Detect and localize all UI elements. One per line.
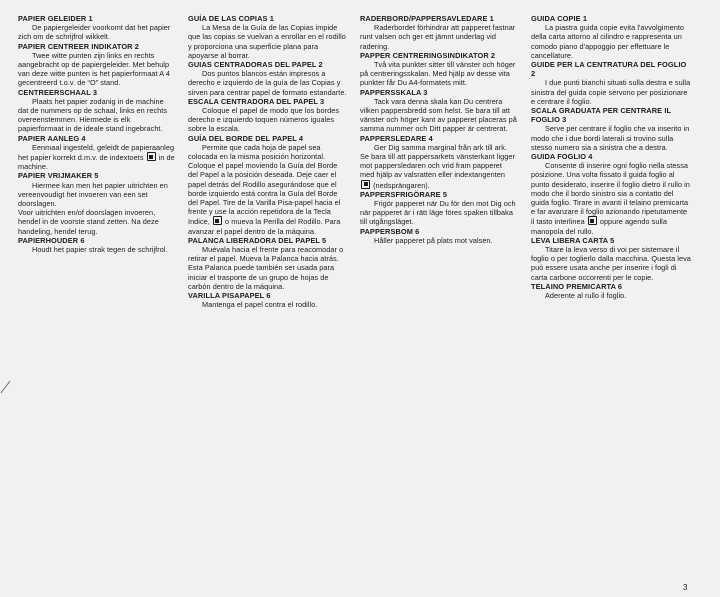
section-body: Titare la leva verso di voi per sistemare il foglio o per toglierlo dalla macchina. Questa leva può essere usata anche per inserire i fogli di carta carbone occorrenti per le copie. xyxy=(531,245,691,282)
section-body: Twee witte punten zijn links en rechts aangebracht op de papiergeleider. Met behulp van deze witte punten is het papierformaat A 4 gecentreerd t.o.v. de “O” stand. xyxy=(18,50,170,88)
margin-mark xyxy=(0,380,12,394)
section-body: La Mesa de la Guía de las Copias impide que las copias se vuelvan a enrollar en el rodillo y proporciona una superficie plana para apoyarse al borrar. xyxy=(188,23,346,60)
section-body: I due punti bianchi situati sulla destra e sulla sinistra del guida copie servono per posizionare e centrare il foglio. xyxy=(531,78,691,106)
section xyxy=(188,60,348,97)
section-heading: PAPIERHOUDER 6 xyxy=(18,235,85,245)
page-number: 3 xyxy=(683,583,688,592)
section xyxy=(188,97,348,134)
section xyxy=(18,171,176,235)
section-body: Mantenga el papel contra el rodillo. xyxy=(202,300,318,310)
section xyxy=(18,88,176,134)
section-heading: PAPPERSLEDARE 4 xyxy=(360,133,433,143)
section-body-text: Ger Dig samma marginal från ark till ark. Se bara till att pappersarkets vänsterkant ligger mot pappersledaren och vrid fram papperet med hjälp av valsratten eller indextangenten xyxy=(360,142,515,180)
section-heading: PAPPER CENTRERINGSINDIKATOR 2 xyxy=(360,50,496,60)
section-heading: GUIDE PER LA CENTRATURA DEL FOGLIO 2 xyxy=(531,60,687,79)
section xyxy=(360,134,518,190)
section-body: Muévala hacia el frente para reacomodar o retirar el papel. Mueva la Palanca hacia atrás. Esta Palanca puede también ser usada para iniciar el trasporte de un grupo de hojas de carbón dentro de la máquina. xyxy=(188,245,344,291)
section xyxy=(531,106,691,152)
section-body-text: Permite que cada hoja de papel sea colocada en la misma posición horizontal. Coloque el papel moviendo la Guía del Borde del Papel a la posición deseada. Deje caer el papel detrás del Rodillo asegurándose que el borde izquierdo está contra la Guía del Borde del Papel. Tire de la Varilla Pisa-papel hacia el frente y use la acción repetidora de la Tecla Indice, xyxy=(188,142,341,227)
section xyxy=(360,227,518,245)
section-heading: PAPIER GELEIDER 1 xyxy=(18,14,93,23)
section-heading: TELAINO PREMICARTA 6 xyxy=(531,281,623,291)
section xyxy=(360,14,518,51)
index-key-icon xyxy=(147,152,156,161)
section xyxy=(18,42,176,88)
section-heading: PAPPERSBOM 6 xyxy=(360,226,420,236)
section-heading: PAPPERSFRIGÖRARE 5 xyxy=(360,189,448,199)
section-heading: PAPIER AANLEG 4 xyxy=(18,133,86,143)
section-body: Serve per centrare il foglio che va inserito in modo che i due bordi laterali si trovino sulla stesso numero sia a sinistra che a destra. xyxy=(531,124,690,152)
section-body: La piastra guida copie evita l'avvolgimento della carta attorno al cilindro e rappresenta un comodo piano d'appoggio per effettuare le cancellature. xyxy=(531,23,685,60)
section-body: Houdt het papier strak tegen de schrijfrol. xyxy=(32,245,168,255)
section-heading: ESCALA CENTRADORA DEL PAPEL 3 xyxy=(188,96,325,106)
section-heading: VARILLA PISAPAPEL 6 xyxy=(188,291,271,301)
section-heading: SCALA GRADUATA PER CENTRARE IL FOGLIO 3 xyxy=(531,106,671,125)
section-body-text: Consente di inserire ogni foglio nella stessa posizione. Una volta fissato il guida foglio al punto desiderato, inserire il foglio dietro il rullo in modo che il bordo sinistro sia a contatto del guida foglio. Tirare in avanti il telaino premicarta e far avanzare il foglio azionando ripetutamente il tasto interlinea xyxy=(531,161,690,227)
section xyxy=(531,282,691,300)
section-body-text: (nedsprängaren). xyxy=(373,180,430,190)
index-key-icon xyxy=(588,216,597,225)
section xyxy=(18,236,176,254)
section-heading: PAPIER CENTREER INDIKATOR 2 xyxy=(18,41,139,51)
section xyxy=(360,88,518,134)
section-heading: PAPPERSSKALA 3 xyxy=(360,87,428,97)
section xyxy=(531,152,691,236)
section-heading: RADERBORD/PAPPERSAVLEDARE 1 xyxy=(360,14,494,23)
section-body: Coloque el papel de modo que los bordes derecho e izquierdo toquen números iguales sobre la escala. xyxy=(188,106,340,134)
section-body: Hiermee kan men het papier uitrichten en vereenvoudigt het invoeren van een set doorslagen. Voor uitrichten en/of doorslagen invoeren, hendel in de voorste stand zetten. Na deze handeling, hendel terug. xyxy=(18,180,168,236)
section-body xyxy=(360,143,518,190)
section-body-text: in de machine. xyxy=(18,153,175,172)
section-body-text: o mueva la Perilla del Rodillo. Para avanzar el papel dentro de la máquina. xyxy=(188,217,341,236)
section-heading: GUIDA FOGLIO 4 xyxy=(531,152,593,162)
section-body: Raderbordet förhindrar att papperet fastnar runt valsen och ger ett jämnt underlag vid radering. xyxy=(360,23,516,51)
section xyxy=(531,236,691,282)
section xyxy=(188,14,348,60)
index-key-icon xyxy=(213,216,222,225)
section xyxy=(360,51,518,88)
section-body: Håller papperet på plats mot valsen. xyxy=(374,235,493,245)
section xyxy=(188,134,348,236)
section xyxy=(188,236,348,291)
section-body xyxy=(18,143,176,172)
section xyxy=(18,14,176,42)
section-body-text: Eenmaal ingesteld, geleidt de papieraanleg het papier korrekt d.m.v. de indextoets xyxy=(18,142,175,163)
section-heading: PAPIER VRIJMAKER 5 xyxy=(18,171,99,181)
section xyxy=(188,291,348,309)
section-body: Plaats het papier zodanig in de machine dat de nummers op de schaal, links en rechts overeenstemmen. Hiermede is elk papierformaat in de ideale stand ingebracht. xyxy=(18,96,168,134)
section-body: Tack vara denna skala kan Du centrera vilken pappersbredd som helst. Se bara till att vänster och höger kant av papperet placeras på samma nummer och Ditt papper är centrerat. xyxy=(360,96,517,134)
index-key-icon xyxy=(361,180,370,189)
column-swedish xyxy=(360,14,518,245)
section-body: Aderente al rullo il foglio. xyxy=(545,291,627,301)
column-italian xyxy=(531,14,691,300)
section-heading: CENTREERSCHAAL 3 xyxy=(18,87,98,97)
section-heading: PALANCA LIBERADORA DEL PAPEL 5 xyxy=(188,235,327,245)
section xyxy=(18,134,176,172)
section-body: Frigör papperet när Du för den mot Dig och när papperet är i rätt läge föres spaken tillbaka till utgångsläget. xyxy=(360,199,516,227)
section-body: Två vita punkter sitter till vänster och höger på centreringsskalan. Med hjälp av desse vita punkter får Du A4-formatets mitt. xyxy=(360,60,516,88)
section-heading: GUÍA DEL BORDE DEL PAPEL 4 xyxy=(188,133,304,143)
section xyxy=(531,14,691,60)
section-heading: GUIAS CENTRADORAS DEL PAPEL 2 xyxy=(188,60,323,70)
section-heading: LEVA LIBERA CARTA 5 xyxy=(531,235,615,245)
column-dutch xyxy=(18,14,176,254)
section xyxy=(360,190,518,227)
section-body xyxy=(188,143,348,236)
section-body-text: oppure agendo sulla manopola del rullo. xyxy=(531,217,667,236)
section xyxy=(531,60,691,106)
column-spanish xyxy=(188,14,348,310)
section-heading: GUÍA DE LAS COPIAS 1 xyxy=(188,14,274,23)
section-body: De papiergeleider voorkomt dat het papier zich om de schrijfrol wikkelt. xyxy=(18,23,171,42)
section-body: Dos puntos blancos están impresos a derecho e izquierdo de la guía de las Copias y sirven para centrar papel de formato estandarte. xyxy=(188,69,347,97)
section-body xyxy=(531,161,691,236)
section-heading: GUIDA COPIE 1 xyxy=(531,14,588,23)
